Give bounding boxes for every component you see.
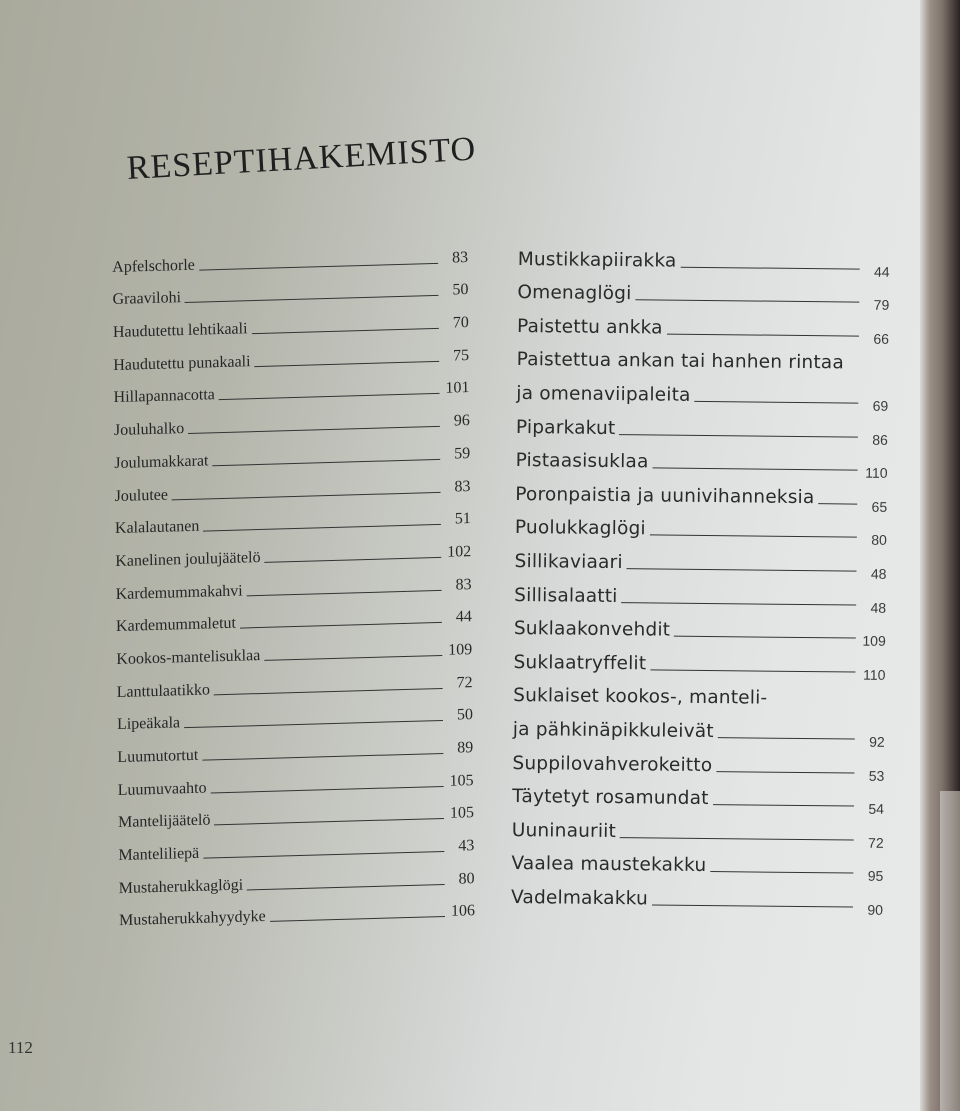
recipe-name: Mustaherukkaglögi — [118, 876, 244, 897]
recipe-name: Poronpaistia ja uunivihanneksia — [515, 483, 815, 508]
recipe-page-number: 83 — [452, 248, 469, 267]
recipe-page-number: 102 — [447, 542, 472, 561]
recipe-name: Haudutettu lehtikaali — [112, 320, 248, 342]
leader-line — [620, 837, 854, 840]
leader-line — [713, 804, 855, 806]
index-column-right — [510, 236, 890, 918]
recipe-name: ja omenaviipaleita — [516, 382, 691, 406]
index-entry — [515, 438, 888, 482]
recipe-name: Sillikaviaari — [514, 550, 623, 574]
recipe-page-number: 105 — [449, 771, 474, 790]
recipe-name: Graavilohi — [112, 289, 182, 309]
index-column-left — [112, 234, 475, 930]
recipe-page-number: 53 — [868, 767, 885, 784]
recipe-page-number: 72 — [456, 673, 473, 692]
recipe-page-number: 110 — [863, 666, 886, 683]
recipe-page-number: 50 — [452, 281, 469, 299]
leader-line — [650, 669, 855, 672]
recipe-name: Mustaherukkahyydyke — [119, 908, 266, 930]
recipe-page-number: 48 — [870, 599, 887, 616]
recipe-page-number: 70 — [452, 314, 469, 332]
recipe-page-number: 109 — [862, 632, 886, 649]
recipe-page-number: 48 — [870, 565, 887, 582]
index-entry — [516, 303, 890, 347]
leader-line — [650, 535, 857, 538]
leader-line — [695, 401, 859, 404]
recipe-name: Omenaglögi — [517, 282, 632, 305]
index-entry — [515, 404, 888, 448]
recipe-name: Mantelijäätelö — [117, 811, 211, 832]
index-entry — [517, 337, 889, 374]
recipe-name: Piparkakut — [515, 416, 616, 439]
leader-line — [627, 568, 857, 571]
index-entry — [513, 639, 886, 683]
recipe-name: Kookos-mantelisuklaa — [116, 646, 261, 668]
index-entry — [517, 270, 890, 314]
recipe-name: Lanttulaatikko — [116, 681, 211, 701]
recipe-page-number: 101 — [445, 379, 470, 398]
leader-line — [635, 299, 859, 302]
recipe-name: Jouluhalko — [113, 420, 185, 440]
index-entry — [515, 471, 888, 515]
recipe-name: Uuninauriit — [511, 819, 617, 842]
recipe-page-number: 72 — [868, 834, 884, 851]
leader-line — [653, 468, 858, 471]
index-entry — [514, 572, 887, 616]
recipe-page-number: 95 — [867, 867, 884, 885]
recipe-name: Suklaatryffelit — [513, 651, 647, 675]
recipe-name: ja pähkinäpikkuleivät — [512, 718, 714, 742]
index-entry — [512, 773, 885, 817]
page-number: 112 — [8, 1038, 33, 1057]
recipe-page-number: 59 — [454, 444, 471, 463]
recipe-name: Manteliliepä — [118, 844, 200, 865]
recipe-name: Joulumakkarat — [114, 452, 209, 472]
recipe-name: Lipeäkala — [116, 714, 181, 734]
recipe-page-number: 51 — [454, 510, 471, 528]
recipe-name: Haudutettu punakaali — [113, 352, 251, 374]
recipe-page-number: 89 — [457, 739, 474, 757]
recipe-page-number: 105 — [449, 804, 475, 823]
leader-line — [680, 266, 859, 269]
recipe-name: Vaalea maustekakku — [511, 853, 707, 877]
recipe-name: Paistettua ankan tai hanhen rintaa — [516, 349, 845, 374]
recipe-page-number: 50 — [456, 706, 473, 724]
recipe-page-number: 86 — [872, 431, 888, 448]
index-entry — [513, 673, 885, 710]
index-entry — [512, 740, 885, 784]
recipe-page-number: 83 — [455, 575, 472, 594]
leader-line — [716, 771, 854, 773]
index-entry — [514, 505, 887, 549]
page-title: RESEPTIHAKEMISTO — [125, 130, 478, 188]
recipe-name: Paistettu ankka — [516, 315, 663, 339]
index-entry — [512, 706, 885, 750]
recipe-page-number: 54 — [868, 800, 885, 817]
leader-line — [619, 434, 858, 437]
leader-line — [674, 636, 856, 639]
recipe-page-number: 92 — [869, 733, 885, 750]
recipe-name: Mustikkapiirakka — [517, 248, 677, 272]
index-entry — [511, 841, 884, 885]
recipe-name: Hillapannacotta — [113, 386, 215, 407]
recipe-name: Luumutortut — [117, 746, 199, 767]
index-entry — [517, 236, 890, 280]
index-entry — [514, 538, 887, 582]
index-entry — [510, 874, 884, 918]
recipe-page-number: 44 — [873, 263, 890, 280]
recipe-name: Sillisalaatti — [514, 584, 618, 607]
recipe-name: Kanelinen joulujäätelö — [115, 548, 261, 570]
leader-line — [667, 333, 859, 336]
index-entry — [516, 370, 889, 414]
recipe-name: Apfelschorle — [112, 256, 195, 276]
leader-line — [718, 737, 855, 739]
recipe-name: Suklaiset kookos-, manteli- — [513, 685, 768, 709]
leader-line — [270, 916, 445, 922]
index-entry — [513, 606, 886, 649]
page-edge-shadow — [940, 791, 960, 1111]
recipe-name: Pistaasisuklaa — [515, 450, 649, 473]
recipe-name: Kardemummakahvi — [115, 582, 243, 603]
leader-line — [622, 602, 857, 605]
recipe-page-number: 110 — [865, 464, 888, 482]
recipe-page-number: 65 — [871, 498, 888, 515]
recipe-name: Joulutee — [114, 486, 169, 505]
recipe-page-number: 43 — [458, 837, 475, 855]
recipe-name: Täytetyt rosamundat — [512, 786, 709, 810]
recipe-page-number: 106 — [450, 902, 476, 921]
leader-line — [652, 904, 853, 907]
leader-line — [818, 503, 857, 504]
recipe-name: Kardemummaletut — [115, 614, 237, 636]
recipe-name: Puolukkaglögi — [514, 517, 646, 540]
recipe-page-number: 66 — [873, 330, 890, 347]
recipe-page-number: 79 — [873, 296, 890, 314]
recipe-page-number: 80 — [458, 869, 475, 888]
recipe-page-number: 109 — [448, 641, 473, 659]
recipe-page-number: 90 — [867, 901, 884, 918]
recipe-page-number: 44 — [455, 608, 472, 626]
recipe-name: Suklaakonvehdit — [513, 618, 671, 641]
recipe-name: Suppilovahverokeitto — [512, 752, 713, 776]
index-entry — [511, 807, 884, 851]
leader-line — [710, 871, 853, 873]
recipe-page-number: 96 — [453, 412, 470, 430]
recipe-page-number: 69 — [872, 397, 889, 414]
recipe-name: Vadelmakakku — [510, 886, 649, 910]
recipe-name: Luumuvaahto — [117, 779, 207, 799]
recipe-page-number: 83 — [454, 477, 471, 496]
recipe-page-number: 75 — [453, 346, 470, 365]
recipe-page-number: 80 — [871, 532, 887, 549]
recipe-name: Kalalautanen — [114, 517, 200, 538]
